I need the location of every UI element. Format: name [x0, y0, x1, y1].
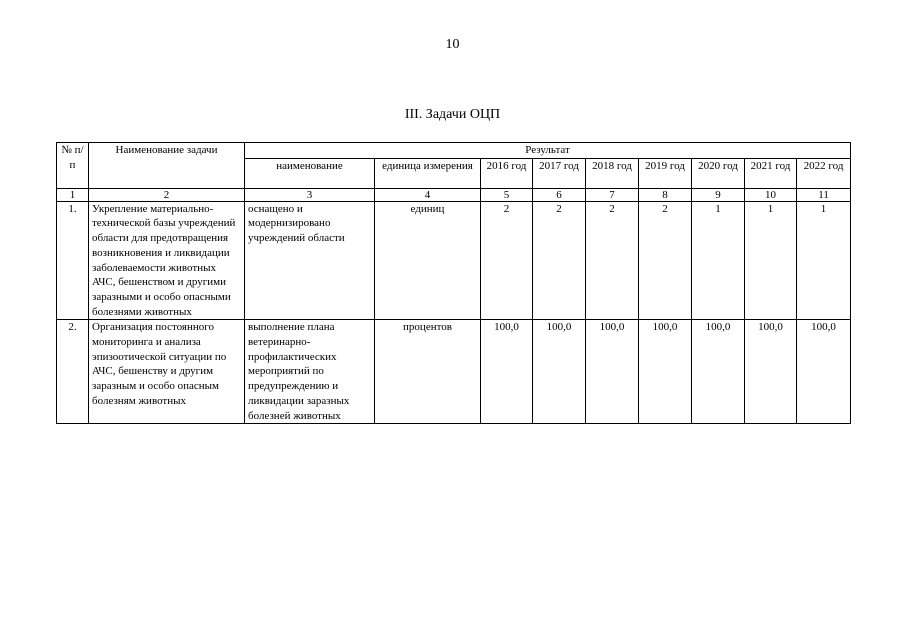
year-value: 100,0	[533, 320, 586, 424]
column-number: 1	[57, 188, 89, 201]
section-title: III. Задачи ОЦП	[404, 107, 501, 122]
header-year: 2022 год	[797, 158, 851, 188]
header-year: 2017 год	[533, 158, 586, 188]
year-value: 2	[481, 201, 533, 320]
year-value: 100,0	[745, 320, 797, 424]
year-value: 1	[745, 201, 797, 320]
page-number: 10	[445, 37, 460, 52]
table-row	[57, 320, 851, 424]
column-number: 10	[745, 188, 797, 201]
column-number: 7	[586, 188, 639, 201]
indicator-name: выполнение плана ветеринарно-профилактических мероприятий по предупреждению и ликвидации заразных болезней животных	[245, 320, 375, 424]
header-result: Результат	[245, 143, 851, 159]
column-number-row	[57, 188, 851, 201]
year-value: 100,0	[586, 320, 639, 424]
year-value: 2	[639, 201, 692, 320]
column-number: 6	[533, 188, 586, 201]
indicator-name: оснащено и модернизировано учреждений области	[245, 201, 375, 320]
header-year: 2020 год	[692, 158, 745, 188]
year-value: 2	[533, 201, 586, 320]
column-number: 3	[245, 188, 375, 201]
year-value: 100,0	[481, 320, 533, 424]
row-number: 2.	[57, 320, 89, 424]
year-value: 100,0	[797, 320, 851, 424]
column-number: 2	[89, 188, 245, 201]
header-unit: единица измерения	[375, 158, 481, 188]
unit-of-measure: единиц	[375, 201, 481, 320]
year-value: 2	[586, 201, 639, 320]
header-year: 2016 год	[481, 158, 533, 188]
header-year: 2021 год	[745, 158, 797, 188]
year-value: 100,0	[639, 320, 692, 424]
row-number: 1.	[57, 201, 89, 320]
year-value: 100,0	[692, 320, 745, 424]
header-year: 2018 год	[586, 158, 639, 188]
unit-of-measure: процентов	[375, 320, 481, 424]
table-row	[57, 201, 851, 320]
task-name: Организация постоянного мониторинга и анализа эпизоотической ситуации по АЧС, бешенству и другим заразным и особо опасным болезням животных	[89, 320, 245, 424]
tasks-table	[56, 142, 851, 424]
column-number: 8	[639, 188, 692, 201]
column-number: 9	[692, 188, 745, 201]
column-number: 11	[797, 188, 851, 201]
header-task-name: Наименование задачи	[89, 143, 245, 189]
column-number: 5	[481, 188, 533, 201]
header-year: 2019 год	[639, 158, 692, 188]
header-indicator-name: наименование	[245, 158, 375, 188]
task-name: Укрепление материально-технической базы учреждений области для предотвращения возникновения и ликвидации заболеваемости животных АЧС, бешенством и другими заразными и особо опасными болезнями животных	[89, 201, 245, 320]
year-value: 1	[692, 201, 745, 320]
column-number: 4	[375, 188, 481, 201]
header-number: № п/п	[57, 143, 89, 189]
year-value: 1	[797, 201, 851, 320]
